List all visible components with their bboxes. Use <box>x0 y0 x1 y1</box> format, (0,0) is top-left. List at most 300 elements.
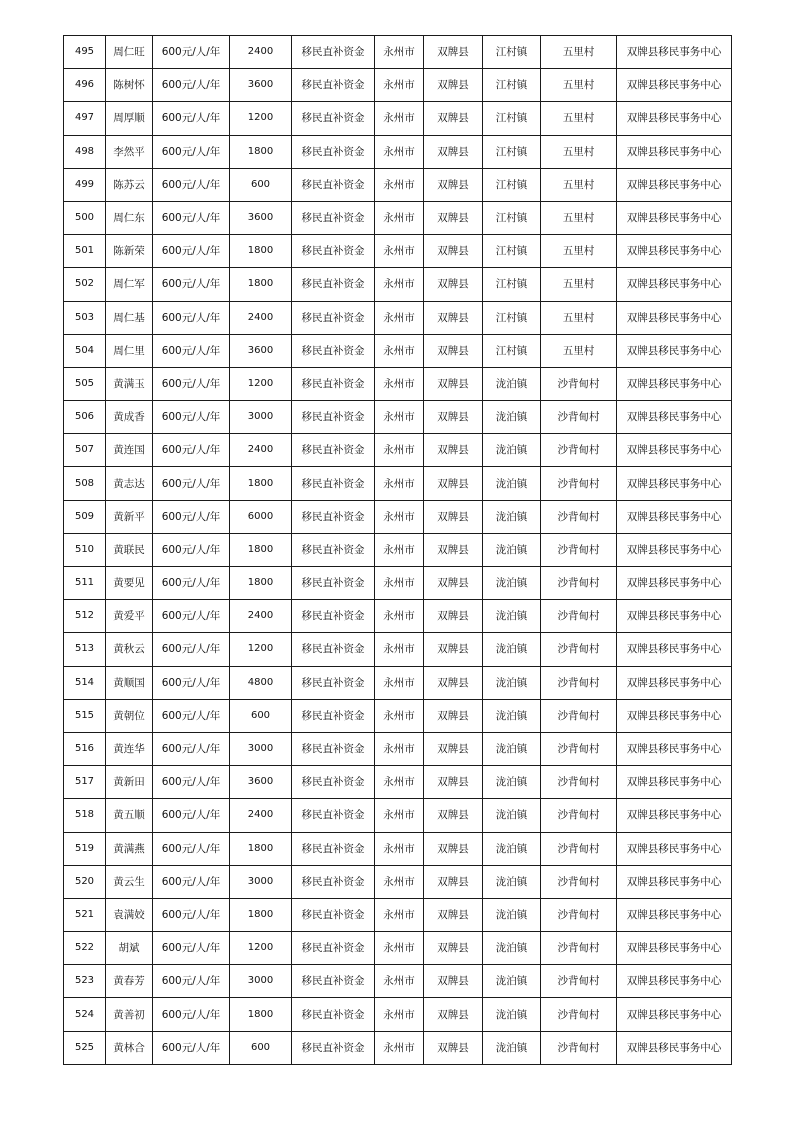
person-name-cell: 黄连华 <box>106 732 153 765</box>
table-row <box>64 1031 732 1064</box>
table-row <box>64 533 732 566</box>
village-cell: 沙背甸村 <box>541 699 617 732</box>
fund-type-cell: 移民直补资金 <box>292 766 375 799</box>
county-cell: 双牌县 <box>424 865 483 898</box>
county-cell: 双牌县 <box>424 766 483 799</box>
city-cell: 永州市 <box>375 633 424 666</box>
issuing-unit-cell: 双牌县移民事务中心 <box>617 567 732 600</box>
row-number-cell: 497 <box>64 102 106 135</box>
issuing-unit-cell: 双牌县移民事务中心 <box>617 633 732 666</box>
village-cell: 沙背甸村 <box>541 965 617 998</box>
subsidy-standard-cell: 600元/人/年 <box>153 36 230 69</box>
village-cell: 沙背甸村 <box>541 766 617 799</box>
village-cell: 五里村 <box>541 135 617 168</box>
city-cell: 永州市 <box>375 832 424 865</box>
town-cell: 江村镇 <box>483 69 541 102</box>
subsidy-amount-cell: 3000 <box>230 401 292 434</box>
row-number-cell: 495 <box>64 36 106 69</box>
table-row <box>64 334 732 367</box>
subsidy-amount-cell: 2400 <box>230 434 292 467</box>
issuing-unit-cell: 双牌县移民事务中心 <box>617 168 732 201</box>
person-name-cell: 黄满燕 <box>106 832 153 865</box>
issuing-unit-cell: 双牌县移民事务中心 <box>617 467 732 500</box>
issuing-unit-cell: 双牌县移民事务中心 <box>617 268 732 301</box>
town-cell: 泷泊镇 <box>483 467 541 500</box>
city-cell: 永州市 <box>375 865 424 898</box>
subsidy-standard-cell: 600元/人/年 <box>153 666 230 699</box>
county-cell: 双牌县 <box>424 434 483 467</box>
city-cell: 永州市 <box>375 434 424 467</box>
person-name-cell: 袁满姣 <box>106 898 153 931</box>
subsidy-standard-cell: 600元/人/年 <box>153 965 230 998</box>
town-cell: 泷泊镇 <box>483 832 541 865</box>
table-row <box>64 434 732 467</box>
city-cell: 永州市 <box>375 500 424 533</box>
county-cell: 双牌县 <box>424 135 483 168</box>
table-row <box>64 69 732 102</box>
county-cell: 双牌县 <box>424 102 483 135</box>
subsidy-standard-cell: 600元/人/年 <box>153 732 230 765</box>
county-cell: 双牌县 <box>424 500 483 533</box>
fund-type-cell: 移民直补资金 <box>292 268 375 301</box>
subsidy-standard-cell: 600元/人/年 <box>153 102 230 135</box>
town-cell: 泷泊镇 <box>483 1031 541 1064</box>
table-row <box>64 268 732 301</box>
fund-type-cell: 移民直补资金 <box>292 832 375 865</box>
person-name-cell: 陈新荣 <box>106 235 153 268</box>
subsidy-amount-cell: 600 <box>230 1031 292 1064</box>
row-number-cell: 521 <box>64 898 106 931</box>
issuing-unit-cell: 双牌县移民事务中心 <box>617 898 732 931</box>
subsidy-amount-cell: 1800 <box>230 467 292 500</box>
table-row <box>64 567 732 600</box>
county-cell: 双牌县 <box>424 799 483 832</box>
row-number-cell: 517 <box>64 766 106 799</box>
person-name-cell: 黄要见 <box>106 567 153 600</box>
subsidy-amount-cell: 2400 <box>230 799 292 832</box>
city-cell: 永州市 <box>375 301 424 334</box>
town-cell: 江村镇 <box>483 201 541 234</box>
person-name-cell: 周仁里 <box>106 334 153 367</box>
town-cell: 江村镇 <box>483 235 541 268</box>
village-cell: 五里村 <box>541 301 617 334</box>
town-cell: 泷泊镇 <box>483 367 541 400</box>
fund-type-cell: 移民直补资金 <box>292 699 375 732</box>
subsidy-amount-cell: 1800 <box>230 135 292 168</box>
person-name-cell: 李然平 <box>106 135 153 168</box>
village-cell: 沙背甸村 <box>541 666 617 699</box>
fund-type-cell: 移民直补资金 <box>292 401 375 434</box>
fund-type-cell: 移民直补资金 <box>292 500 375 533</box>
fund-type-cell: 移民直补资金 <box>292 301 375 334</box>
county-cell: 双牌县 <box>424 932 483 965</box>
village-cell: 沙背甸村 <box>541 932 617 965</box>
fund-type-cell: 移民直补资金 <box>292 898 375 931</box>
issuing-unit-cell: 双牌县移民事务中心 <box>617 334 732 367</box>
issuing-unit-cell: 双牌县移民事务中心 <box>617 666 732 699</box>
table-row <box>64 301 732 334</box>
subsidy-table <box>63 35 732 1065</box>
issuing-unit-cell: 双牌县移民事务中心 <box>617 832 732 865</box>
subsidy-amount-cell: 3000 <box>230 965 292 998</box>
city-cell: 永州市 <box>375 666 424 699</box>
row-number-cell: 520 <box>64 865 106 898</box>
county-cell: 双牌县 <box>424 168 483 201</box>
city-cell: 永州市 <box>375 533 424 566</box>
row-number-cell: 523 <box>64 965 106 998</box>
fund-type-cell: 移民直补资金 <box>292 666 375 699</box>
subsidy-amount-cell: 1200 <box>230 102 292 135</box>
fund-type-cell: 移民直补资金 <box>292 533 375 566</box>
town-cell: 江村镇 <box>483 135 541 168</box>
city-cell: 永州市 <box>375 168 424 201</box>
fund-type-cell: 移民直补资金 <box>292 467 375 500</box>
fund-type-cell: 移民直补资金 <box>292 235 375 268</box>
village-cell: 五里村 <box>541 36 617 69</box>
city-cell: 永州市 <box>375 36 424 69</box>
table-row <box>64 135 732 168</box>
row-number-cell: 501 <box>64 235 106 268</box>
row-number-cell: 503 <box>64 301 106 334</box>
issuing-unit-cell: 双牌县移民事务中心 <box>617 235 732 268</box>
person-name-cell: 黄满玉 <box>106 367 153 400</box>
subsidy-standard-cell: 600元/人/年 <box>153 434 230 467</box>
table-row <box>64 102 732 135</box>
row-number-cell: 496 <box>64 69 106 102</box>
issuing-unit-cell: 双牌县移民事务中心 <box>617 799 732 832</box>
subsidy-amount-cell: 1200 <box>230 633 292 666</box>
row-number-cell: 516 <box>64 732 106 765</box>
row-number-cell: 507 <box>64 434 106 467</box>
table-row <box>64 732 732 765</box>
row-number-cell: 514 <box>64 666 106 699</box>
subsidy-amount-cell: 1800 <box>230 898 292 931</box>
town-cell: 泷泊镇 <box>483 567 541 600</box>
city-cell: 永州市 <box>375 467 424 500</box>
city-cell: 永州市 <box>375 201 424 234</box>
subsidy-amount-cell: 1800 <box>230 567 292 600</box>
person-name-cell: 周仁基 <box>106 301 153 334</box>
town-cell: 泷泊镇 <box>483 799 541 832</box>
county-cell: 双牌县 <box>424 1031 483 1064</box>
subsidy-amount-cell: 1800 <box>230 533 292 566</box>
town-cell: 泷泊镇 <box>483 998 541 1031</box>
city-cell: 永州市 <box>375 567 424 600</box>
city-cell: 永州市 <box>375 965 424 998</box>
city-cell: 永州市 <box>375 998 424 1031</box>
subsidy-standard-cell: 600元/人/年 <box>153 334 230 367</box>
subsidy-amount-cell: 1800 <box>230 235 292 268</box>
table-row <box>64 799 732 832</box>
county-cell: 双牌县 <box>424 965 483 998</box>
table-row <box>64 600 732 633</box>
village-cell: 沙背甸村 <box>541 401 617 434</box>
row-number-cell: 502 <box>64 268 106 301</box>
subsidy-standard-cell: 600元/人/年 <box>153 301 230 334</box>
town-cell: 江村镇 <box>483 301 541 334</box>
county-cell: 双牌县 <box>424 235 483 268</box>
village-cell: 沙背甸村 <box>541 1031 617 1064</box>
city-cell: 永州市 <box>375 135 424 168</box>
subsidy-standard-cell: 600元/人/年 <box>153 168 230 201</box>
issuing-unit-cell: 双牌县移民事务中心 <box>617 1031 732 1064</box>
county-cell: 双牌县 <box>424 201 483 234</box>
row-number-cell: 508 <box>64 467 106 500</box>
issuing-unit-cell: 双牌县移民事务中心 <box>617 766 732 799</box>
row-number-cell: 512 <box>64 600 106 633</box>
row-number-cell: 525 <box>64 1031 106 1064</box>
table-row <box>64 201 732 234</box>
village-cell: 沙背甸村 <box>541 832 617 865</box>
city-cell: 永州市 <box>375 732 424 765</box>
person-name-cell: 黄善初 <box>106 998 153 1031</box>
person-name-cell: 周仁军 <box>106 268 153 301</box>
subsidy-amount-cell: 1200 <box>230 932 292 965</box>
subsidy-amount-cell: 600 <box>230 699 292 732</box>
issuing-unit-cell: 双牌县移民事务中心 <box>617 201 732 234</box>
row-number-cell: 505 <box>64 367 106 400</box>
issuing-unit-cell: 双牌县移民事务中心 <box>617 732 732 765</box>
person-name-cell: 周厚顺 <box>106 102 153 135</box>
issuing-unit-cell: 双牌县移民事务中心 <box>617 434 732 467</box>
issuing-unit-cell: 双牌县移民事务中心 <box>617 600 732 633</box>
village-cell: 五里村 <box>541 235 617 268</box>
village-cell: 沙背甸村 <box>541 500 617 533</box>
county-cell: 双牌县 <box>424 699 483 732</box>
issuing-unit-cell: 双牌县移民事务中心 <box>617 36 732 69</box>
subsidy-amount-cell: 4800 <box>230 666 292 699</box>
row-number-cell: 513 <box>64 633 106 666</box>
fund-type-cell: 移民直补资金 <box>292 1031 375 1064</box>
issuing-unit-cell: 双牌县移民事务中心 <box>617 500 732 533</box>
subsidy-standard-cell: 600元/人/年 <box>153 832 230 865</box>
subsidy-amount-cell: 2400 <box>230 301 292 334</box>
row-number-cell: 522 <box>64 932 106 965</box>
table-row <box>64 467 732 500</box>
subsidy-amount-cell: 1800 <box>230 832 292 865</box>
subsidy-standard-cell: 600元/人/年 <box>153 69 230 102</box>
fund-type-cell: 移民直补资金 <box>292 732 375 765</box>
subsidy-amount-cell: 3000 <box>230 732 292 765</box>
city-cell: 永州市 <box>375 334 424 367</box>
issuing-unit-cell: 双牌县移民事务中心 <box>617 367 732 400</box>
town-cell: 泷泊镇 <box>483 666 541 699</box>
table-row <box>64 666 732 699</box>
subsidy-amount-cell: 6000 <box>230 500 292 533</box>
village-cell: 五里村 <box>541 102 617 135</box>
table-row <box>64 932 732 965</box>
village-cell: 沙背甸村 <box>541 633 617 666</box>
fund-type-cell: 移民直补资金 <box>292 865 375 898</box>
county-cell: 双牌县 <box>424 301 483 334</box>
village-cell: 五里村 <box>541 168 617 201</box>
subsidy-amount-cell: 1200 <box>230 367 292 400</box>
issuing-unit-cell: 双牌县移民事务中心 <box>617 998 732 1031</box>
row-number-cell: 510 <box>64 533 106 566</box>
city-cell: 永州市 <box>375 799 424 832</box>
subsidy-standard-cell: 600元/人/年 <box>153 533 230 566</box>
person-name-cell: 黄连国 <box>106 434 153 467</box>
table-row <box>64 235 732 268</box>
village-cell: 沙背甸村 <box>541 865 617 898</box>
fund-type-cell: 移民直补资金 <box>292 36 375 69</box>
village-cell: 五里村 <box>541 334 617 367</box>
town-cell: 泷泊镇 <box>483 633 541 666</box>
subsidy-standard-cell: 600元/人/年 <box>153 633 230 666</box>
subsidy-standard-cell: 600元/人/年 <box>153 401 230 434</box>
person-name-cell: 黄顺国 <box>106 666 153 699</box>
county-cell: 双牌县 <box>424 633 483 666</box>
subsidy-amount-cell: 3600 <box>230 334 292 367</box>
county-cell: 双牌县 <box>424 600 483 633</box>
village-cell: 沙背甸村 <box>541 533 617 566</box>
fund-type-cell: 移民直补资金 <box>292 135 375 168</box>
person-name-cell: 胡斌 <box>106 932 153 965</box>
row-number-cell: 515 <box>64 699 106 732</box>
person-name-cell: 周仁旺 <box>106 36 153 69</box>
county-cell: 双牌县 <box>424 334 483 367</box>
town-cell: 江村镇 <box>483 168 541 201</box>
issuing-unit-cell: 双牌县移民事务中心 <box>617 865 732 898</box>
subsidy-standard-cell: 600元/人/年 <box>153 135 230 168</box>
person-name-cell: 黄秋云 <box>106 633 153 666</box>
person-name-cell: 黄联民 <box>106 533 153 566</box>
county-cell: 双牌县 <box>424 567 483 600</box>
table-row <box>64 998 732 1031</box>
town-cell: 泷泊镇 <box>483 932 541 965</box>
subsidy-amount-cell: 1800 <box>230 998 292 1031</box>
issuing-unit-cell: 双牌县移民事务中心 <box>617 533 732 566</box>
fund-type-cell: 移民直补资金 <box>292 799 375 832</box>
table-row <box>64 401 732 434</box>
table-row <box>64 699 732 732</box>
subsidy-standard-cell: 600元/人/年 <box>153 235 230 268</box>
table-row <box>64 898 732 931</box>
subsidy-amount-cell: 3000 <box>230 865 292 898</box>
village-cell: 沙背甸村 <box>541 600 617 633</box>
person-name-cell: 黄五顺 <box>106 799 153 832</box>
village-cell: 沙背甸村 <box>541 367 617 400</box>
town-cell: 江村镇 <box>483 334 541 367</box>
town-cell: 泷泊镇 <box>483 699 541 732</box>
person-name-cell: 黄志达 <box>106 467 153 500</box>
city-cell: 永州市 <box>375 268 424 301</box>
row-number-cell: 498 <box>64 135 106 168</box>
subsidy-standard-cell: 600元/人/年 <box>153 600 230 633</box>
subsidy-amount-cell: 600 <box>230 168 292 201</box>
town-cell: 江村镇 <box>483 36 541 69</box>
person-name-cell: 黄爱平 <box>106 600 153 633</box>
county-cell: 双牌县 <box>424 36 483 69</box>
city-cell: 永州市 <box>375 69 424 102</box>
county-cell: 双牌县 <box>424 666 483 699</box>
row-number-cell: 499 <box>64 168 106 201</box>
town-cell: 江村镇 <box>483 268 541 301</box>
subsidy-standard-cell: 600元/人/年 <box>153 1031 230 1064</box>
city-cell: 永州市 <box>375 898 424 931</box>
issuing-unit-cell: 双牌县移民事务中心 <box>617 301 732 334</box>
subsidy-standard-cell: 600元/人/年 <box>153 898 230 931</box>
village-cell: 沙背甸村 <box>541 567 617 600</box>
county-cell: 双牌县 <box>424 367 483 400</box>
person-name-cell: 黄新平 <box>106 500 153 533</box>
village-cell: 五里村 <box>541 268 617 301</box>
city-cell: 永州市 <box>375 367 424 400</box>
subsidy-standard-cell: 600元/人/年 <box>153 766 230 799</box>
person-name-cell: 黄新田 <box>106 766 153 799</box>
row-number-cell: 506 <box>64 401 106 434</box>
subsidy-standard-cell: 600元/人/年 <box>153 799 230 832</box>
city-cell: 永州市 <box>375 401 424 434</box>
fund-type-cell: 移民直补资金 <box>292 567 375 600</box>
village-cell: 沙背甸村 <box>541 998 617 1031</box>
table-row <box>64 500 732 533</box>
row-number-cell: 519 <box>64 832 106 865</box>
fund-type-cell: 移民直补资金 <box>292 168 375 201</box>
row-number-cell: 524 <box>64 998 106 1031</box>
table-row <box>64 36 732 69</box>
county-cell: 双牌县 <box>424 832 483 865</box>
city-cell: 永州市 <box>375 932 424 965</box>
county-cell: 双牌县 <box>424 998 483 1031</box>
table-row <box>64 832 732 865</box>
city-cell: 永州市 <box>375 1031 424 1064</box>
row-number-cell: 509 <box>64 500 106 533</box>
issuing-unit-cell: 双牌县移民事务中心 <box>617 965 732 998</box>
village-cell: 沙背甸村 <box>541 799 617 832</box>
person-name-cell: 周仁东 <box>106 201 153 234</box>
person-name-cell: 陈苏云 <box>106 168 153 201</box>
issuing-unit-cell: 双牌县移民事务中心 <box>617 932 732 965</box>
subsidy-amount-cell: 3600 <box>230 766 292 799</box>
county-cell: 双牌县 <box>424 401 483 434</box>
subsidy-standard-cell: 600元/人/年 <box>153 500 230 533</box>
town-cell: 泷泊镇 <box>483 965 541 998</box>
subsidy-amount-cell: 2400 <box>230 600 292 633</box>
fund-type-cell: 移民直补资金 <box>292 69 375 102</box>
subsidy-standard-cell: 600元/人/年 <box>153 699 230 732</box>
person-name-cell: 黄林合 <box>106 1031 153 1064</box>
county-cell: 双牌县 <box>424 69 483 102</box>
fund-type-cell: 移民直补资金 <box>292 201 375 234</box>
village-cell: 五里村 <box>541 69 617 102</box>
town-cell: 江村镇 <box>483 102 541 135</box>
village-cell: 沙背甸村 <box>541 467 617 500</box>
fund-type-cell: 移民直补资金 <box>292 600 375 633</box>
county-cell: 双牌县 <box>424 898 483 931</box>
table-row <box>64 168 732 201</box>
person-name-cell: 黄成香 <box>106 401 153 434</box>
town-cell: 泷泊镇 <box>483 898 541 931</box>
person-name-cell: 黄云生 <box>106 865 153 898</box>
issuing-unit-cell: 双牌县移民事务中心 <box>617 69 732 102</box>
town-cell: 泷泊镇 <box>483 600 541 633</box>
town-cell: 泷泊镇 <box>483 434 541 467</box>
table-row <box>64 766 732 799</box>
village-cell: 沙背甸村 <box>541 434 617 467</box>
subsidy-standard-cell: 600元/人/年 <box>153 998 230 1031</box>
subsidy-standard-cell: 600元/人/年 <box>153 367 230 400</box>
fund-type-cell: 移民直补资金 <box>292 998 375 1031</box>
village-cell: 沙背甸村 <box>541 732 617 765</box>
subsidy-standard-cell: 600元/人/年 <box>153 932 230 965</box>
issuing-unit-cell: 双牌县移民事务中心 <box>617 401 732 434</box>
table-row <box>64 633 732 666</box>
town-cell: 泷泊镇 <box>483 766 541 799</box>
city-cell: 永州市 <box>375 766 424 799</box>
subsidy-standard-cell: 600元/人/年 <box>153 567 230 600</box>
county-cell: 双牌县 <box>424 732 483 765</box>
